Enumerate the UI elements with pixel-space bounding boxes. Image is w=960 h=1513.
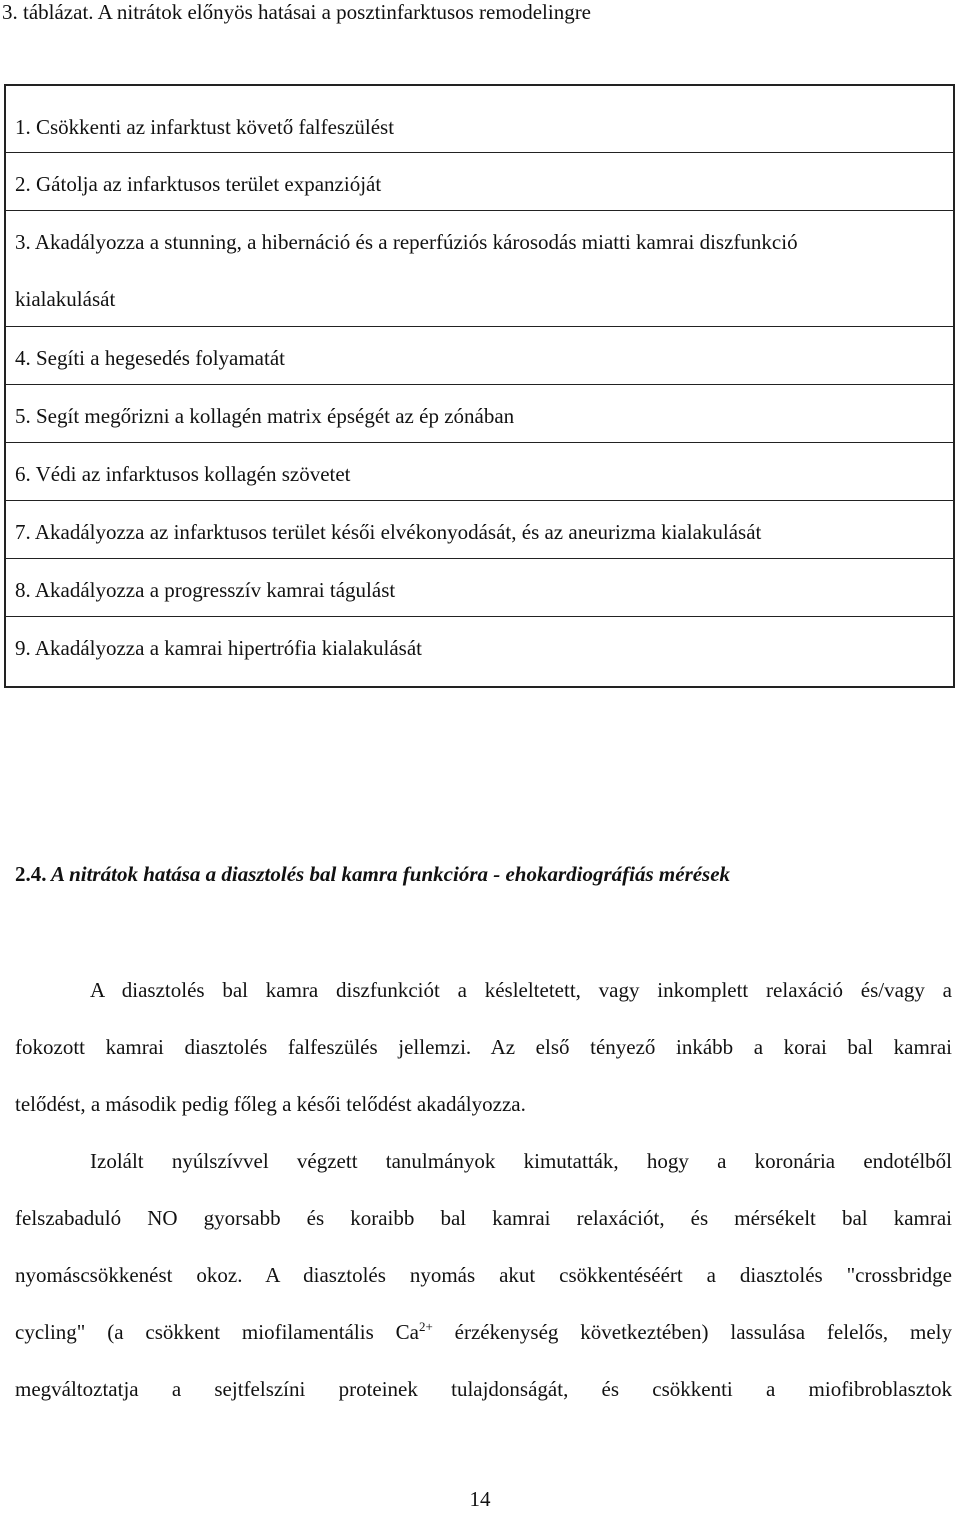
table-row [6,617,953,686]
table-row [6,559,953,617]
section-heading [15,860,730,888]
paragraph-line: fokozott kamrai diasztolés falfeszülés jellemzi. Az első tényező inkább a korai bal kamrai [15,1035,952,1059]
paragraph-text: cycling" (a csökkent miofilamentális Ca [15,1320,419,1344]
paragraph-line: telődést, a második pedig főleg a késői telődést akadályozza. [15,1092,526,1116]
table-row [6,86,953,153]
paragraph-line: Izolált nyúlszívvel végzett tanulmányok kimutatták, hogy a koronária endotélből [90,1149,952,1173]
table-row-text: 4. Segíti a hegesedés folyamatát [15,346,285,370]
table-row-text: 6. Védi az infarktusos kollagén szövetet [15,462,351,486]
table-caption: 3. táblázat. A nitrátok előnyös hatásai a posztinfarktusos remodelingre [2,0,592,24]
table-row-text: 7. Akadályozza az infarktusos terület késői elvékonyodását, és az aneurizma kialakulását [15,520,762,544]
section-number: 2.4. [15,862,47,886]
table-row [6,443,953,501]
ion-charge-superscript: 2+ [418,1319,433,1334]
table-row-text: 1. Csökkenti az infarktust követő falfeszülést [15,115,395,139]
table-row [6,211,953,327]
paragraph-text: érzékenység következtében) lassulása felelős, mely [432,1320,952,1344]
table-row [6,501,953,559]
section-title: A nitrátok hatása a diasztolés bal kamra funkcióra - ehokardiográfiás mérések [50,862,731,886]
paragraph-line: nyomáscsökkenést okoz. A diasztolés nyomás akut csökkentéséért a diasztolés "crossbridge [15,1263,952,1287]
table-row-text: 8. Akadályozza a progresszív kamrai tágulást [15,578,396,602]
table-row [6,153,953,211]
table-row-text: 9. Akadályozza a kamrai hipertrófia kialakulását [15,636,422,660]
paragraph-line: felszabaduló NO gyorsabb és koraibb bal kamrai relaxációt, és mérsékelt bal kamrai [15,1206,952,1230]
paragraph-line: megváltoztatja a sejtfelszíni proteinek tulajdonságát, és csökkenti a miofibroblasztok [15,1377,952,1401]
table-row [6,327,953,385]
table-row [6,385,953,443]
page-number: 14 [469,1487,491,1511]
table-row-text: kialakulását [15,287,116,311]
table-row-text: 2. Gátolja az infarktusos terület expanzióját [15,172,382,196]
paragraph-line [15,1318,952,1346]
table-row-text: 3. Akadályozza a stunning, a hibernáció és a reperfúziós károsodás miatti kamrai diszfunkció [15,230,798,254]
benefits-table [4,84,955,688]
table-row-text: 5. Segít megőrizni a kollagén matrix épségét az ép zónában [15,404,515,428]
paragraph-line: A diasztolés bal kamra diszfunkciót a késleltetett, vagy inkomplett relaxáció és/vagy a [90,978,952,1002]
